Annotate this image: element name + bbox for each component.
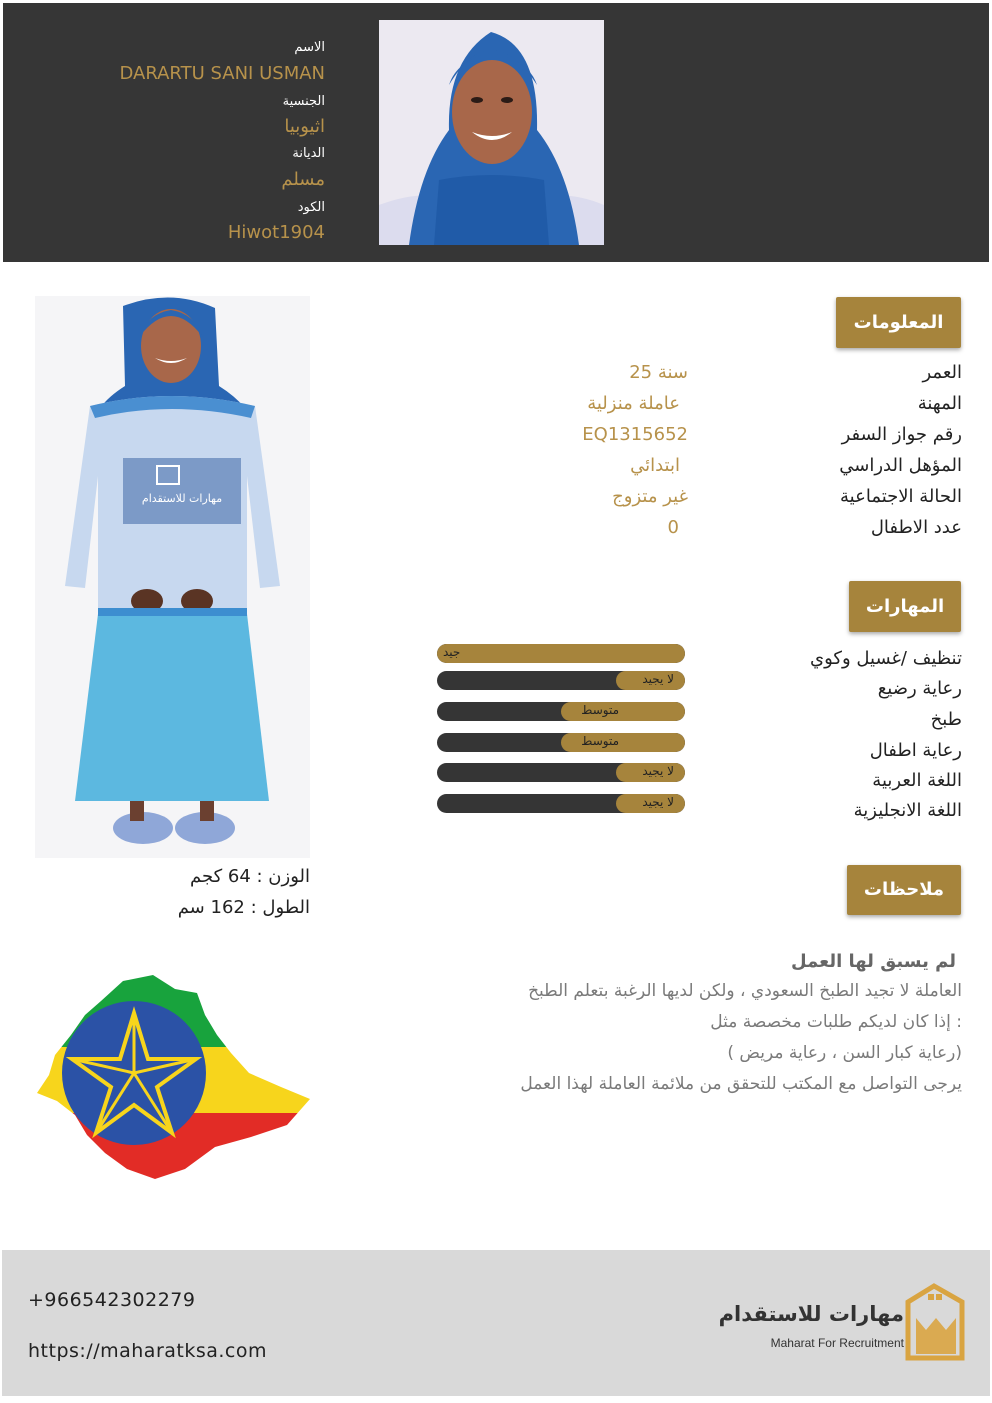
skill-level: لا يجيد (642, 795, 674, 809)
skill-level: جيد (443, 645, 461, 659)
skill-level: لا يجيد (642, 764, 674, 778)
skill-level: متوسط (581, 703, 619, 717)
skills-section-tab: المهارات (849, 581, 961, 632)
notes-line: إذا كان لديكم طلبات مخصصة مثل : (710, 1012, 962, 1032)
passport-value: EQ1315652 (582, 424, 688, 445)
education-value: ابتدائي (630, 455, 680, 476)
notes-section-tab: ملاحظات (847, 865, 961, 915)
skill-label: طبخ (930, 709, 962, 730)
ethiopia-flag-map (35, 975, 310, 1180)
skill-bar (437, 794, 685, 813)
code-value: Hiwot1904 (227, 222, 325, 243)
skill-level: متوسط (581, 734, 619, 748)
skill-label: رعاية رضيع (877, 678, 962, 699)
profession-value: عاملة منزلية (587, 393, 680, 414)
religion-label: الديانة (292, 146, 325, 161)
company-logo (718, 1282, 970, 1364)
education-label: المؤهل الدراسي (839, 455, 962, 476)
skill-label: اللغة الانجليزية (853, 800, 962, 821)
notes-line: ( رعاية كبار السن ، رعاية مريض) (727, 1043, 962, 1063)
footer (2, 1250, 990, 1396)
skill-bar (437, 671, 685, 690)
skill-bar-fill (561, 733, 685, 752)
code-label: الكود (297, 200, 325, 215)
age-value: 25 سنة (629, 362, 688, 383)
skill-bar (437, 702, 685, 721)
skill-bar (437, 763, 685, 782)
footer-phone: +966542302279 (28, 1289, 196, 1311)
notes-line: العاملة لا تجيد الطبخ السعودي ، ولكن لديها الرغبة بتعلم الطبخ (528, 981, 962, 1001)
logo-english-text: Maharat For Recruitment (770, 1336, 904, 1350)
profession-label: المهنة (917, 393, 962, 414)
passport-label: رقم جواز السفر (841, 424, 962, 445)
children-count-value: 0 (667, 517, 679, 538)
children-count-label: عدد الاطفال (870, 517, 962, 538)
notes-line: يرجى التواصل مع المكتب للتحقق من ملائمة العاملة لهذا العمل (520, 1074, 962, 1094)
skill-bar (437, 733, 685, 752)
nationality-value: اثيوبيا (284, 116, 325, 137)
skill-bar-fill (561, 702, 685, 721)
full-body-photo (35, 296, 310, 858)
skill-bar (437, 644, 685, 663)
height-text: الطول : 162 سم (177, 897, 310, 918)
skill-level: لا يجيد (642, 672, 674, 686)
notes-headline: لم يسبق لها العمل (791, 951, 956, 972)
nationality-label: الجنسية (282, 94, 325, 109)
weight-text: الوزن : 64 كجم (190, 866, 310, 887)
logo-arabic-text: مهارات للاستقدام (718, 1302, 904, 1326)
skill-label: اللغة العربية (872, 770, 962, 791)
marital-status-value: غير متزوج (612, 486, 688, 507)
shirt-brand-text: مهارات للاستقدام (141, 492, 223, 505)
portrait-photo (379, 20, 604, 245)
footer-website[interactable]: https://maharatksa.com (28, 1340, 268, 1362)
name-label: الاسم (294, 40, 325, 55)
skill-label: تنظيف /غسيل وكوي (810, 648, 962, 669)
info-section-tab: المعلومات (836, 297, 961, 348)
religion-value: مسلم (281, 169, 325, 190)
name-value: DARARTU SANI USMAN (119, 63, 325, 84)
skill-label: رعاية اطفال (869, 740, 962, 761)
marital-status-label: الحالة الاجتماعية (840, 486, 962, 507)
age-label: العمر (922, 362, 962, 383)
skill-bar-fill (437, 644, 685, 663)
